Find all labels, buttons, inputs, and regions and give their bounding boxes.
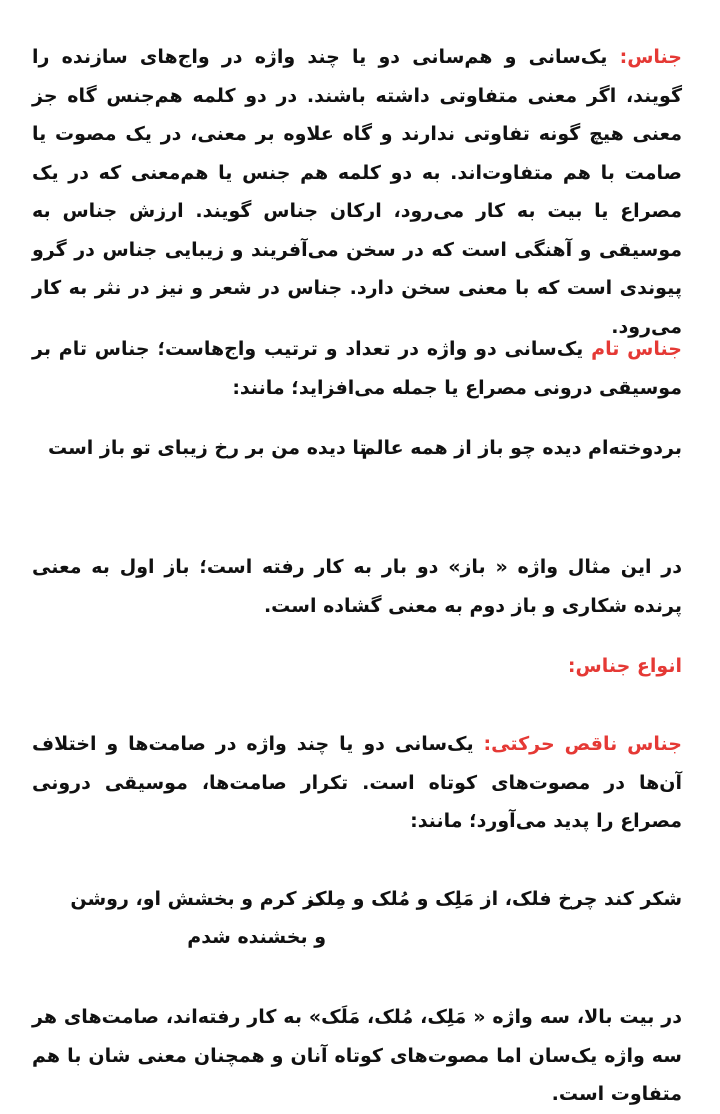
paragraph-text: یک‌سانی دو یا چند واژه در صامت‌ها و اختلاف آن‌ها در مصوت‌های کوتاه است. تکرار صامت‌ها، موسیقی درونی مصراع را پدید می‌آورد؛ مانند: [32, 733, 682, 832]
verse2-second-hemistich: کز کرم و بخشش او، روشن و بخشنده شدم [70, 888, 326, 948]
verse1-second-hemistich: تا دیده من بر رخ زیبای تو باز است [48, 437, 367, 459]
paragraph-text: یک‌سانی دو واژه در تعداد و ترتیب واج‌هاست؛ جناس تام بر موسیقی درونی مصراع یا جمله می‌افزاید؛ مانند: [32, 338, 682, 399]
term-jenas: جناس: [619, 46, 682, 68]
paragraph-baz-example [32, 548, 682, 625]
paragraph-jenas-tam [32, 330, 682, 407]
paragraph-jenas-naqes [32, 725, 682, 841]
section-heading-jenas-types: انواع جناس: [567, 655, 682, 677]
verse1-first-hemistich: بردوخته‌ام دیده چو باز از همه عالم [361, 437, 682, 459]
paragraph-jenas-definition [32, 38, 682, 346]
term-jenas-naqes: جناس ناقص حرکتی: [483, 733, 682, 755]
paragraph-malek-example [32, 998, 682, 1114]
verse2-first-hemistich: شکر کند چرخ فلک، از مَلِک و مُلک و مِلک [307, 888, 682, 910]
paragraph-text: یک‌سانی و هم‌سانی دو یا چند واژه در واج‌های سازنده را گویند، اگر معنی متفاوتی داشته باشند. در دو کلمه هم‌جنس گاه جز معنی هیچ گونه تفاوتی ندارند و گاه علاوه بر معنی، در یک مصوت یا صامت با هم متفاوت‌اند. به دو کلمه هم جنس یا هم‌معنی که در یک مصراع یا بیت به کار می‌رود، ارکان جناس گویند. ارزش جناس به موسیقی و آهنگی است که در سخن می‌آفریند و زیبایی جناس در گرو پیوندی است که با معنی سخن دارد. جناس در شعر و نیز در نثر به کار می‌رود. [32, 46, 682, 338]
paragraph-text: در بیت بالا، سه واژه « مَلِک، مُلک، مَلَک» به کار رفته‌اند، صامت‌های هر سه واژه یک‌سان اما مصوت‌های کوتاه آنان و همچنان معنی شان با هم متفاوت است. [32, 1006, 682, 1105]
paragraph-text: در این مثال واژه « باز» دو بار به کار رفته است؛ باز اول به معنی پرنده شکاری و باز دوم به معنی گشاده است. [32, 556, 682, 617]
term-jenas-tam: جناس تام [591, 338, 682, 360]
